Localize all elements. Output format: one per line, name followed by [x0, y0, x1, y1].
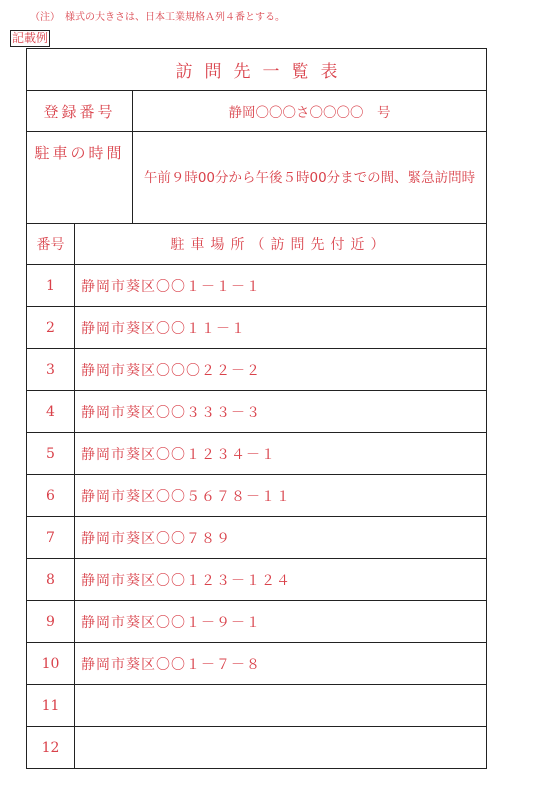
row-number: 3 — [27, 349, 75, 391]
row-address: 静岡市葵区〇〇５６７８－１１ — [75, 475, 487, 517]
registration-value: 静岡〇〇〇さ〇〇〇〇 号 — [133, 91, 487, 132]
parking-time-row — [27, 132, 487, 224]
row-address: 静岡市葵区〇〇７８９ — [75, 517, 487, 559]
table-row — [27, 601, 487, 643]
table-row — [27, 349, 487, 391]
row-address — [75, 685, 487, 727]
parking-time-label: 駐車の時間 — [27, 132, 133, 224]
row-number: 9 — [27, 601, 75, 643]
table-row — [27, 307, 487, 349]
table-row — [27, 433, 487, 475]
row-number: 11 — [27, 685, 75, 727]
location-column-header: 駐車場所（訪問先付近） — [75, 224, 487, 265]
table-row — [27, 391, 487, 433]
parking-time-value: 午前９時00分から午後５時00分までの間、緊急訪問時 — [133, 132, 487, 224]
row-address: 静岡市葵区〇〇１２３－１２４ — [75, 559, 487, 601]
table-row — [27, 685, 487, 727]
registration-row — [27, 91, 487, 132]
visit-list-table — [26, 48, 487, 769]
row-number: 7 — [27, 517, 75, 559]
row-address: 静岡市葵区〇〇１－７－８ — [75, 643, 487, 685]
number-column-header: 番号 — [27, 224, 75, 265]
table-row — [27, 517, 487, 559]
table-title: 訪問先一覧表 — [27, 49, 487, 91]
row-number: 8 — [27, 559, 75, 601]
row-number: 4 — [27, 391, 75, 433]
title-row — [27, 49, 487, 91]
example-label: 記載例 — [12, 31, 49, 45]
table-row — [27, 265, 487, 307]
row-address: 静岡市葵区〇〇１－９－１ — [75, 601, 487, 643]
row-number: 1 — [27, 265, 75, 307]
table-row — [27, 727, 487, 769]
row-number: 2 — [27, 307, 75, 349]
row-address: 静岡市葵区〇〇１－１－１ — [75, 265, 487, 307]
row-address: 静岡市葵区〇〇〇２２－２ — [75, 349, 487, 391]
column-header-row — [27, 224, 487, 265]
table-row — [27, 559, 487, 601]
form-size-note: （注） 様式の大きさは、日本工業規格Ａ列４番とする。 — [30, 12, 285, 23]
row-address: 静岡市葵区〇〇１２３４－１ — [75, 433, 487, 475]
row-number: 5 — [27, 433, 75, 475]
table-row — [27, 475, 487, 517]
row-number: 12 — [27, 727, 75, 769]
row-number: 6 — [27, 475, 75, 517]
registration-label: 登録番号 — [27, 91, 133, 132]
row-number: 10 — [27, 643, 75, 685]
row-address: 静岡市葵区〇〇１１－１ — [75, 307, 487, 349]
row-address: 静岡市葵区〇〇３３３－３ — [75, 391, 487, 433]
table-row — [27, 643, 487, 685]
row-address — [75, 727, 487, 769]
